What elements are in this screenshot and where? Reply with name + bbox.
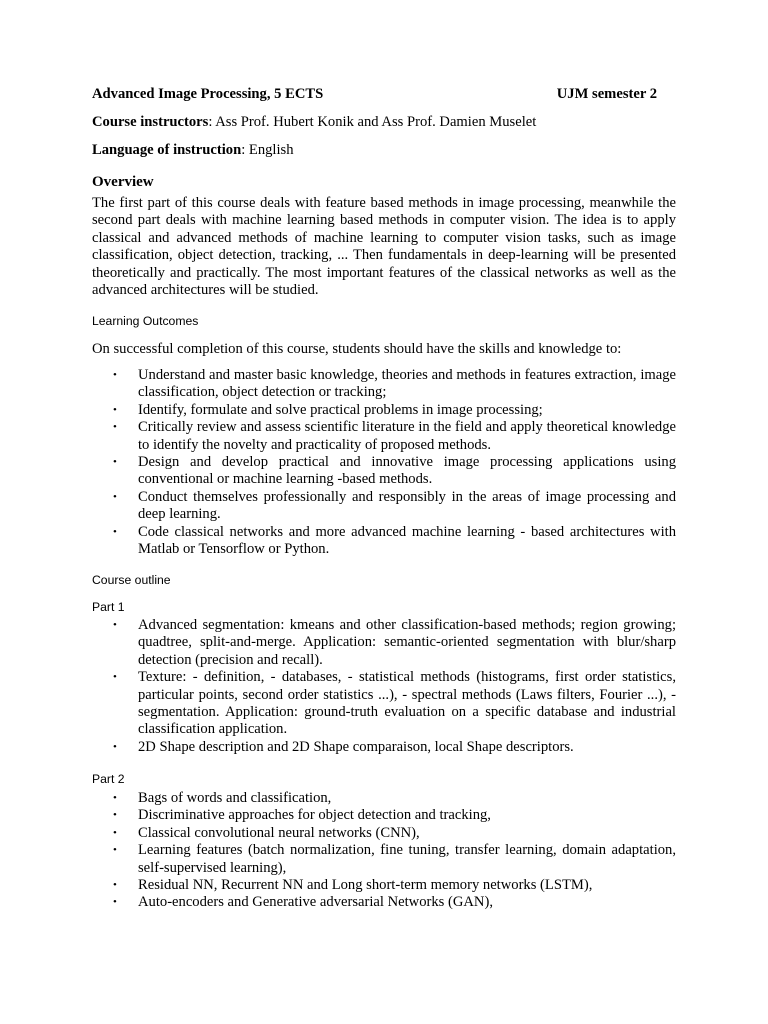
list-item: • Texture: - definition, - databases, - statistical methods (histograms, first order statistics, particular points, second order statistics ...), - spectral methods (Laws filters, Fourier ...), - segmentation. Application: ground-truth evaluation on a specific database and industrial classification application.: [113, 669, 676, 738]
list-item: • Auto-encoders and Generative adversarial Networks (GAN),: [113, 894, 493, 911]
bullet-icon: •: [113, 809, 117, 822]
learning-outcomes-list: [92, 367, 676, 558]
list-item: • Code classical networks and more advanced machine learning - based architectures with Matlab or Tensorflow or Python.: [113, 523, 676, 558]
bullet-icon: •: [113, 896, 117, 909]
list-item: • Bags of words and classification,: [113, 790, 332, 806]
instructors-label: Course instructors: [92, 114, 209, 130]
learning-outcomes-intro: On successful completion of this course, students should have the skills and knowledge to:: [92, 341, 622, 357]
bullet-icon: •: [113, 826, 117, 839]
part2-heading: Part 2: [92, 772, 125, 786]
part2-list: [92, 790, 676, 912]
list-item: • Discriminative approaches for object detection and tracking,: [113, 807, 491, 824]
part1-list: [92, 617, 676, 756]
list-item: • Advanced segmentation: kmeans and other classification-based methods; region growing; quadtree, split-and-merge. Application: semantic-oriented segmentation with blur/sharp detection (precision and recall).: [113, 617, 676, 668]
bullet-icon: •: [113, 792, 117, 804]
bullet-icon: •: [113, 421, 117, 434]
bullet-icon: •: [113, 403, 117, 416]
list-item: • Identify, formulate and solve practical problems in image processing;: [113, 401, 543, 418]
list-item: • 2D Shape description and 2D Shape comparaison, local Shape descriptors.: [113, 738, 574, 755]
title-row: [92, 86, 657, 103]
bullet-icon: •: [113, 844, 117, 857]
bullet-icon: •: [113, 879, 117, 892]
bullet-icon: •: [113, 490, 117, 503]
overview-heading: Overview: [92, 174, 154, 190]
instructors-value: : Ass Prof. Hubert Konik and Ass Prof. Damien Muselet: [208, 114, 537, 130]
list-item: • Residual NN, Recurrent NN and Long short-term memory networks (LSTM),: [113, 877, 593, 894]
list-item: • Design and develop practical and innovative image processing applications using conventional or machine learning -based methods.: [113, 454, 676, 488]
course-outline-heading: Course outline: [92, 573, 171, 587]
course-title: Advanced Image Processing, 5 ECTS: [92, 86, 324, 102]
bullet-icon: •: [113, 456, 117, 469]
bullet-icon: •: [113, 369, 117, 381]
bullet-icon: •: [113, 525, 117, 538]
bullet-icon: •: [113, 740, 117, 753]
list-item: • Conduct themselves professionally and responsibly in the areas of image processing and deep learning.: [113, 488, 676, 523]
learning-outcomes-heading: Learning Outcomes: [92, 314, 199, 328]
bullet-icon: •: [113, 671, 117, 684]
list-item: • Learning features (batch normalization, fine tuning, transfer learning, domain adaptation, self-supervised learning),: [113, 842, 676, 876]
part1-heading: Part 1: [92, 600, 125, 614]
list-item: • Classical convolutional neural networks (CNN),: [113, 824, 420, 841]
bullet-icon: •: [113, 619, 117, 631]
list-item: • Understand and master basic knowledge, theories and methods in features extraction, image classification, object detection or tracking;: [113, 367, 676, 401]
instructors-line: [92, 114, 676, 131]
semester-label: UJM semester 2: [556, 86, 657, 102]
language-label: Language of instruction: [92, 142, 242, 158]
list-item: • Critically review and assess scientific literature in the field and apply theoretical knowledge to identify the novelty and practicality of proposed methods.: [113, 419, 676, 453]
language-value: : English: [241, 142, 294, 158]
language-line: [92, 142, 676, 159]
overview-paragraph: The first part of this course deals with feature based methods in image processing, meanwhile the second part deals with machine learning based methods in computer vision. The idea is to apply classical and advanced methods of machine learning to computer vision tasks, such as image classification, object detection, tracking, ... Then fundamentals in deep-learning will be presented theoretically and practically. The most important features of the classical networks as well as the advanced architectures will be studied.: [92, 195, 676, 299]
